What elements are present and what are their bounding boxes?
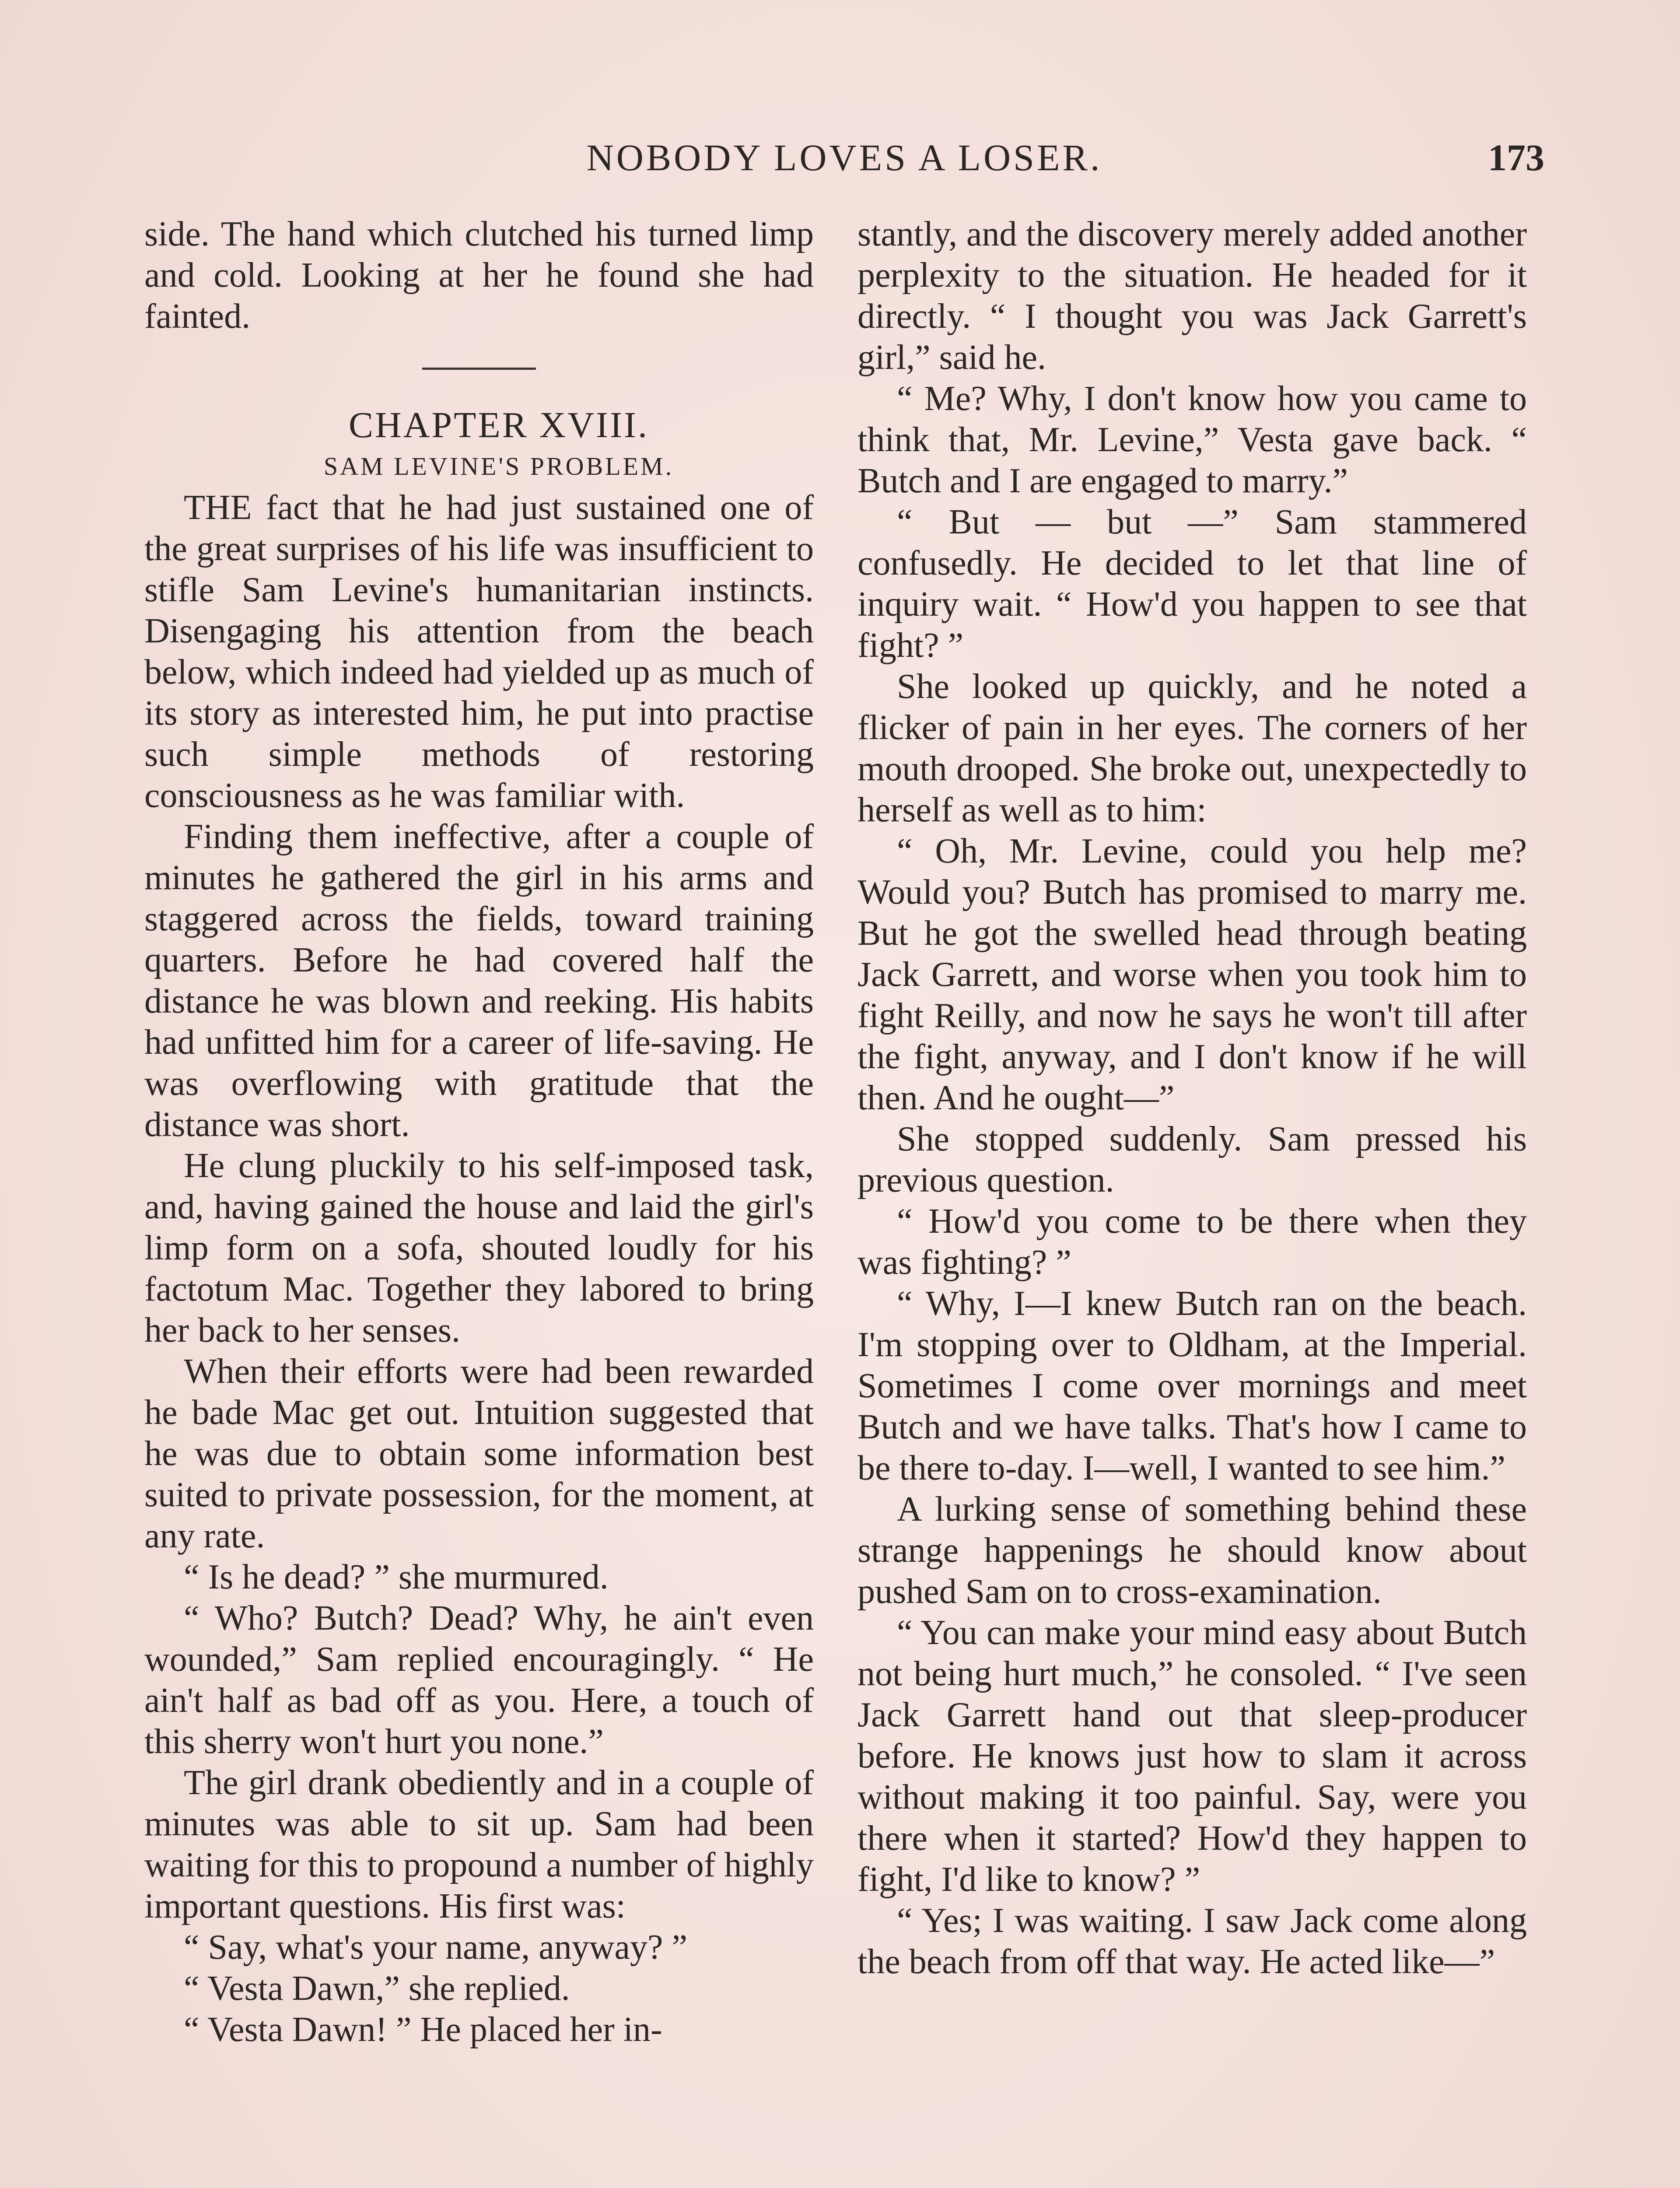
right-column [858,214,1527,1982]
running-title: NOBODY LOVES A LOSER. [586,137,1102,179]
paragraph: “ You can make your mind easy about Butch not being hurt much,” he consoled. “ I've seen Jack Garrett hand out that sleep-producer before. He knows just how to slam it across without making it too painful. Say, were you there when it started? How'd they happen to fight, I'd like to know? ” [858,1613,1527,1899]
paragraph: “ Who? Butch? Dead? Why, he ain't even wounded,” Sam replied encouragingly. “ He ain't half as bad off as you. Here, a touch of this sherry won't hurt you none.” [144,1599,814,1761]
paragraph: “ Why, I—I knew Butch ran on the beach. I'm stopping over to Oldham, at the Imperial. Sometimes I come over mornings and meet Butch and we have talks. That's how I came to be there to-day. I—well, I wanted to see him.” [858,1284,1527,1487]
left-column [144,214,814,2050]
paragraph: “ How'd you come to be there when they was fighting? ” [858,1202,1527,1282]
paragraph: She looked up quickly, and he noted a flicker of pain in her eyes. The corners of her mouth drooped. She broke out, unexpectedly to herself as well as to him: [858,667,1527,829]
paragraph: A lurking sense of something behind these strange happenings he should know about pushed Sam on to cross-examination. [858,1490,1527,1611]
paragraph: “ Vesta Dawn,” she replied. [184,1969,570,2008]
paragraph: “ Yes; I was waiting. I saw Jack come along the beach from off that way. He acted like—” [858,1901,1527,1981]
chapter-subtitle: SAM LEVINE'S PROBLEM. [323,452,674,480]
page-number: 173 [1488,137,1544,179]
paragraph: side. The hand which clutched his turned limp and cold. Looking at her he found she had fainted. [144,215,814,336]
paragraph: “ Say, what's your name, anyway? ” [184,1928,688,1967]
paragraph: THE fact that he had just sustained one of the great surprises of his life was insufficient to stifle Sam Levine's humanitarian instincts. Disengaging his attention from the beach below, which indeed had yielded up as much of its story as interested him, he put into practise such simple methods of restoring consciousness as he was familiar with. [144,488,814,815]
paragraph: “ But — but —” Sam stammered confusedly. He decided to let that line of inquiry wait. “ How'd you happen to see that fight? ” [858,503,1527,665]
paragraph: Finding them ineffective, after a couple of minutes he gathered the girl in his arms and staggered across the fields, toward training quarters. Before he had covered half the distance he was blown and reeking. His habits had unfitted him for a career of life-saving. He was overflowing with gratitude that the distance was short. [144,817,814,1144]
paragraph: “ Is he dead? ” she murmured. [184,1558,609,1596]
paragraph: stantly, and the discovery merely added another perplexity to the situation. He headed for it directly. “ I thought you was Jack Garrett's girl,” said he. [858,215,1527,377]
paragraph: She stopped suddenly. Sam pressed his previous question. [858,1120,1527,1199]
paragraph: The girl drank obediently and in a couple of minutes was able to sit up. Sam had been waiting for this to propound a number of highly important questions. His first was: [144,1764,814,1925]
section-divider [422,368,536,370]
paragraph: “ Vesta Dawn! ” He placed her in- [184,2010,662,2049]
paragraph: “ Me? Why, I don't know how you came to think that, Mr. Levine,” Vesta gave back. “ Butch and I are engaged to marry.” [858,379,1527,500]
page-header [144,131,1544,193]
paragraph: He clung pluckily to his self-imposed task, and, having gained the house and laid the girl's limp form on a sofa, shouted loudly for his factotum Mac. Together they labored to bring her back to her senses. [144,1147,814,1350]
paragraph: When their efforts were had been rewarded he bade Mac get out. Intuition suggested that he was due to obtain some information best suited to private possession, for the moment, at any rate. [144,1352,814,1555]
paragraph: “ Oh, Mr. Levine, could you help me? Would you? Butch has promised to marry me. But he got the swelled head through beating Jack Garrett, and worse when you took him to fight Reilly, and now he says he won't till after the fight, anyway, and I don't know if he will then. And he ought—” [858,832,1527,1117]
chapter-title: CHAPTER XVIII. [349,405,649,445]
